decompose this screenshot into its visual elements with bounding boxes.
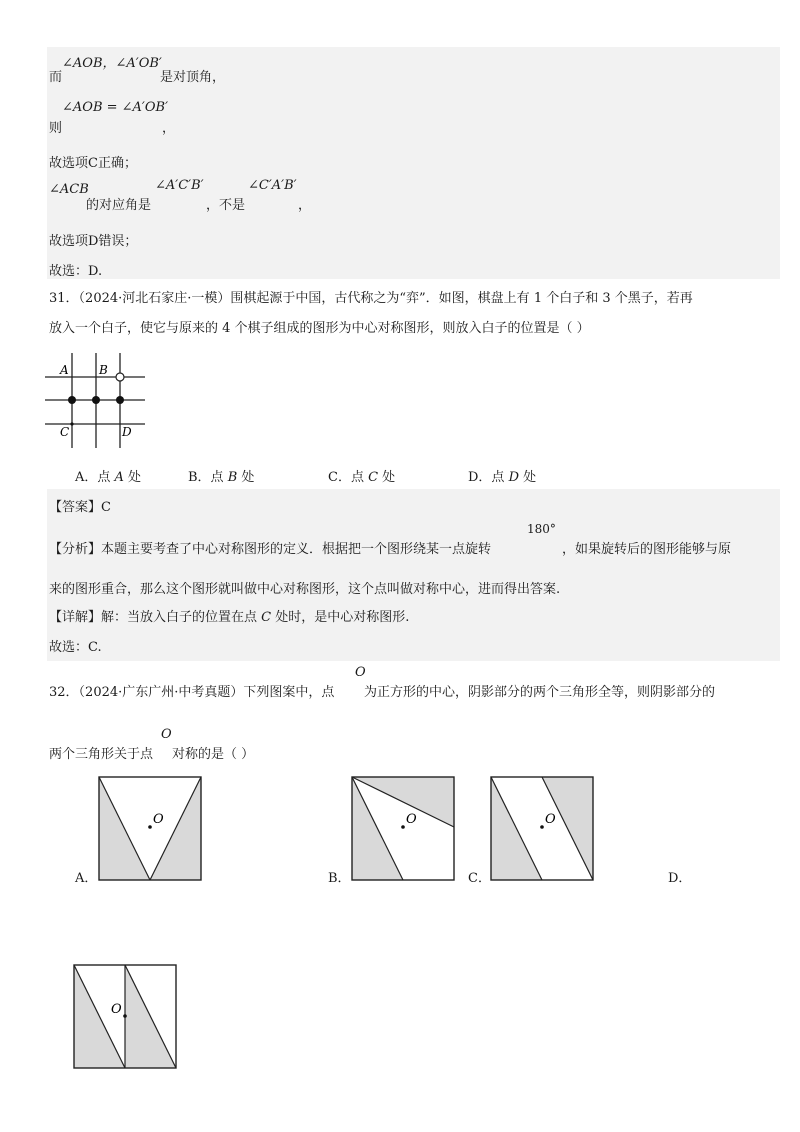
- center-label: O: [111, 1002, 122, 1017]
- sol-line-4: ∠ACB 的对应角是 ∠A′C′B′ ，不是 ∠C′A′B′ ，: [49, 178, 312, 213]
- math-point-o: O: [161, 727, 172, 742]
- q32-figure-b[interactable]: [350, 775, 458, 883]
- label-B: B: [99, 363, 108, 377]
- q31-answer: 【答案】C: [49, 500, 111, 515]
- q32-figure-d[interactable]: [72, 963, 180, 1071]
- q32-option-a-label[interactable]: A．: [75, 871, 98, 886]
- math-180-degrees: 180°: [527, 522, 556, 536]
- q32-option-c-label[interactable]: C．: [468, 871, 491, 886]
- center-point: [540, 825, 544, 829]
- q31-detail: 【详解】解：当放入白子的位置在点 C 处时，是中心对称图形.: [49, 610, 410, 625]
- q32-figure-a[interactable]: [97, 775, 205, 883]
- black-stone-3: [116, 396, 124, 404]
- q31-choose: 故选：C.: [49, 640, 102, 655]
- q32-option-b-label[interactable]: B．: [328, 871, 351, 886]
- math-angle-equation: ∠AOB = ∠A′OB′: [62, 100, 169, 115]
- point-c-dot: [70, 422, 73, 425]
- sol-line-6: 故选：D.: [49, 264, 103, 279]
- label-A: A: [60, 363, 69, 377]
- center-point: [401, 825, 405, 829]
- q31-analysis-line1: 【分析】本题主要考查了中心对称图形的定义．根据把一个图形绕某一点旋转 180° ，如果旋转后的图形能够与原: [49, 522, 732, 557]
- q32-figure-c[interactable]: [489, 775, 597, 883]
- solution-block-q31: [47, 489, 780, 661]
- q31-go-board-figure: [45, 353, 150, 451]
- math-angles-vertical: ∠AOB，∠A′OB′: [62, 56, 162, 71]
- math-point-o: O: [355, 665, 366, 680]
- q31-analysis-line2: 来的图形重合，那么这个图形就叫做中心对称图形，这个点叫做对称中心，进而得出答案.: [49, 582, 561, 597]
- q32-option-d-label[interactable]: D．: [668, 871, 692, 886]
- sol-line-2: ∠AOB = ∠A′OB′ 则 ，: [49, 100, 176, 136]
- sol-line-1: ∠AOB，∠A′OB′ 而 是对顶角，: [49, 52, 749, 86]
- q31-stem-line2: 放入一个白子，使它与原来的 4 个棋子组成的图形为中心对称图形，则放入白子的位置是（ ）: [49, 321, 590, 336]
- center-label: O: [545, 812, 556, 827]
- q32-stem-line2: 两个三角形关于点 O 对称的是（ ）: [49, 727, 255, 762]
- q32-stem-line1: 32．（2024·广东广州·中考真题）下列图案中，点 O 为正方形的中心，阴影部分的两个三角形全等，则阴影部分的: [49, 665, 716, 700]
- black-stone-2: [92, 396, 100, 404]
- center-point: [123, 1014, 127, 1018]
- label-D: D: [122, 425, 132, 439]
- center-label: O: [406, 812, 417, 827]
- black-stone-1: [68, 396, 76, 404]
- q31-option-a[interactable]: A．点 A 处: [75, 470, 142, 485]
- sol-line-3: 故选项C正确；: [49, 156, 137, 171]
- center-label: O: [153, 812, 164, 827]
- q31-option-c[interactable]: C．点 C 处: [328, 470, 396, 485]
- white-stone: [116, 373, 124, 381]
- q31-option-d[interactable]: D．点 D 处: [468, 470, 537, 485]
- q31-option-b[interactable]: B．点 B 处: [188, 470, 255, 485]
- label-C: C: [60, 425, 70, 439]
- sol-line-5: 故选项D错误；: [49, 234, 138, 249]
- center-point: [148, 825, 152, 829]
- q31-stem-line1: 31．（2024·河北石家庄·一模）围棋起源于中国，古代称之为“弈”．如图，棋盘上有 1 个白子和 3 个黑子，若再: [49, 291, 693, 306]
